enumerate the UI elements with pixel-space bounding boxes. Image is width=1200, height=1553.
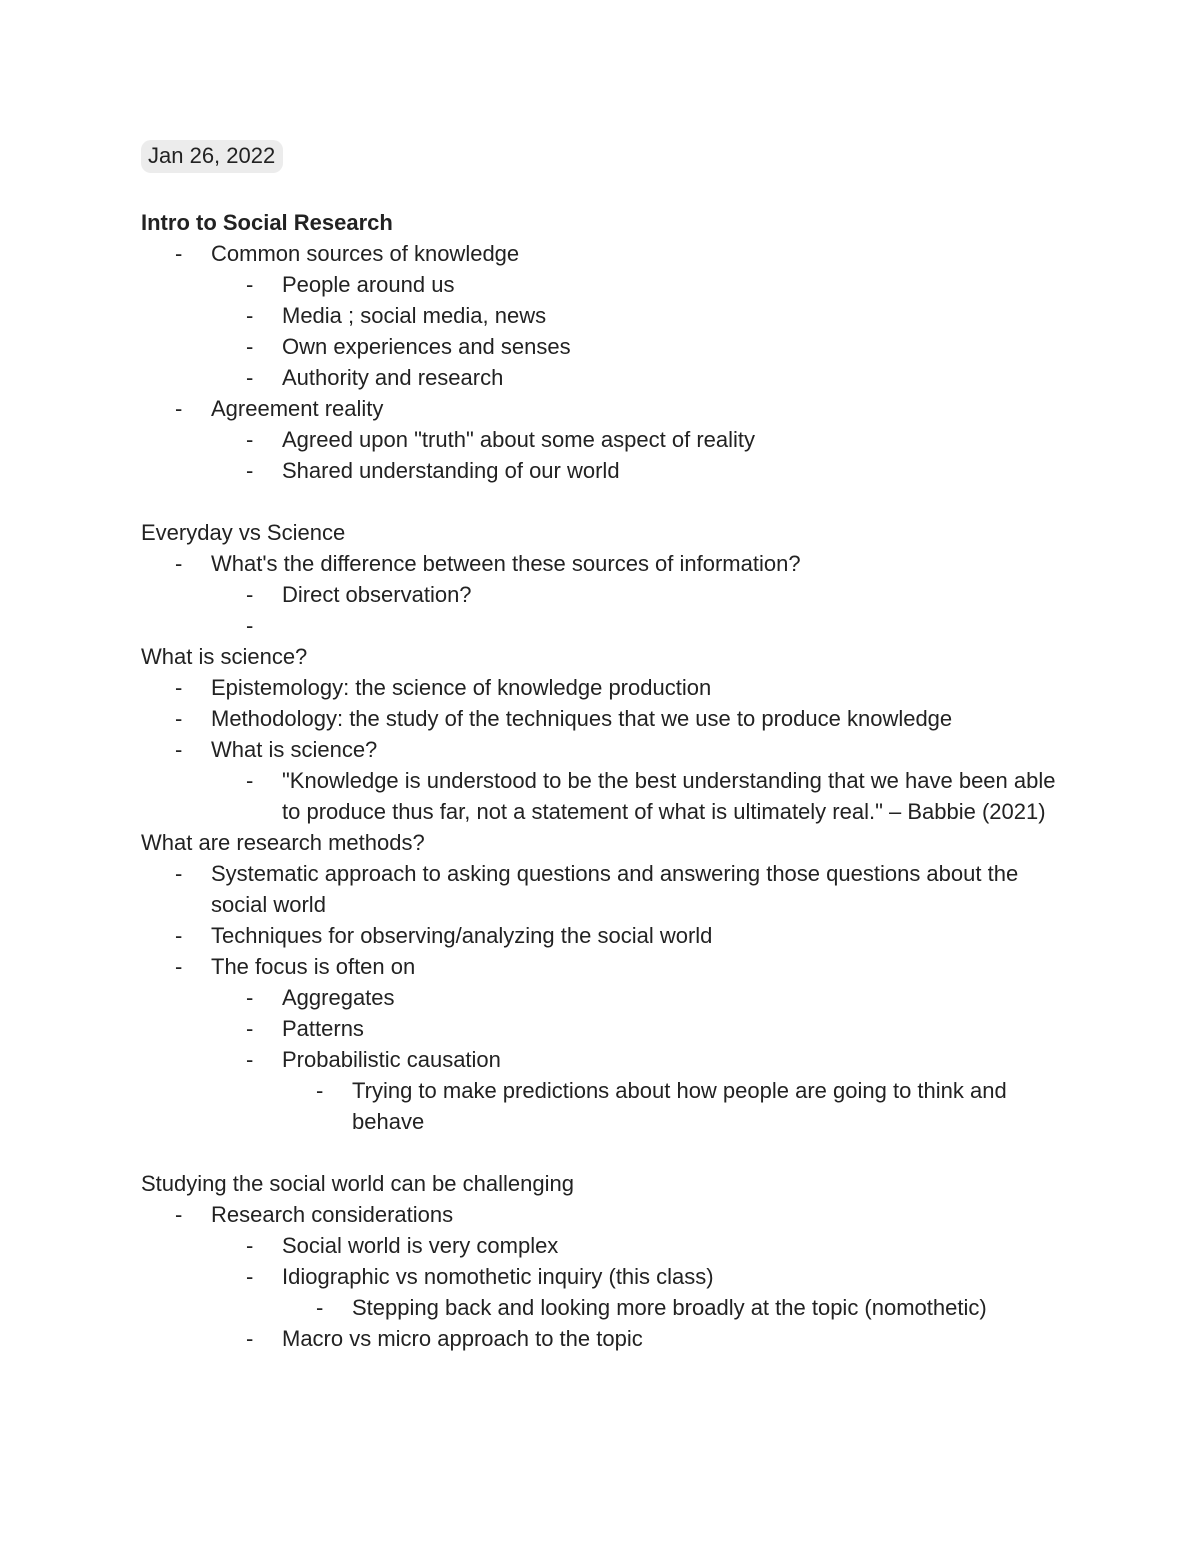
science-list <box>141 672 1081 827</box>
blank-line <box>141 486 1081 517</box>
list-item-text: Authority and research <box>282 365 504 390</box>
list-item-text: What is science? <box>211 737 378 762</box>
list-item <box>141 1230 1081 1261</box>
list-item-text: Research considerations <box>211 1202 454 1227</box>
list-item-text: Agreed upon "truth" about some aspect of reality <box>282 427 756 452</box>
list-item-text: Social world is very complex <box>282 1233 559 1258</box>
bullet-dash: - <box>246 1264 254 1289</box>
list-item-text: Techniques for observing/analyzing the social world <box>211 923 713 948</box>
list-item-text: Media ; social media, news <box>282 303 547 328</box>
bullet-dash: - <box>316 1078 324 1103</box>
list-item <box>141 548 1081 579</box>
nested-list-container <box>141 765 1081 827</box>
bullet-dash: - <box>175 1202 183 1227</box>
sublist <box>141 1075 1081 1137</box>
bullet-dash: - <box>175 706 183 731</box>
sublist <box>141 1230 1081 1354</box>
list-item-text: People around us <box>282 272 455 297</box>
list-item-text: Direct observation? <box>282 582 472 607</box>
list-item-text: Own experiences and senses <box>282 334 571 359</box>
list-item <box>141 765 1062 827</box>
bullet-dash: - <box>246 458 254 483</box>
section-heading: Studying the social world can be challenging <box>141 1171 574 1196</box>
quote-text: "Knowledge is understood to be the best understanding that we have been able to produce thus far, not a statement of what is ultimately real." – Babbie (2021) <box>282 768 1056 824</box>
document-page <box>141 140 1081 1354</box>
bullet-dash: - <box>246 272 254 297</box>
bullet-dash: - <box>246 1233 254 1258</box>
bullet-dash: - <box>175 396 183 421</box>
bullet-dash: - <box>175 675 183 700</box>
date-chip[interactable]: Jan 26, 2022 <box>141 140 283 173</box>
bullet-dash: - <box>246 985 254 1010</box>
nested-list-container <box>141 269 1081 393</box>
bullet-dash: - <box>246 613 254 638</box>
bullet-dash: - <box>175 241 183 266</box>
list-item-text: Macro vs micro approach to the topic <box>282 1326 643 1351</box>
list-item <box>141 1261 1081 1292</box>
list-item-text: Methodology: the study of the techniques that we use to produce knowledge <box>211 706 953 731</box>
list-item <box>141 331 1081 362</box>
bullet-dash: - <box>175 954 183 979</box>
bullet-dash: - <box>175 737 183 762</box>
list-item-text: Stepping back and looking more broadly at the topic (nomothetic) <box>352 1295 987 1320</box>
bullet-dash: - <box>175 551 183 576</box>
page-title: Intro to Social Research <box>141 210 393 235</box>
sublist <box>141 424 1081 486</box>
list-item-text: Patterns <box>282 1016 364 1041</box>
list-item-text: Aggregates <box>282 985 395 1010</box>
list-item-text: The focus is often on <box>211 954 416 979</box>
list-item <box>141 1292 1081 1323</box>
list-item-text: Trying to make predictions about how people are going to think and behave <box>352 1078 1007 1134</box>
bullet-dash: - <box>246 1326 254 1351</box>
list-item-text: What's the difference between these sources of information? <box>211 551 801 576</box>
list-item <box>141 858 1071 920</box>
list-item <box>141 610 1081 641</box>
bullet-dash: - <box>246 1047 254 1072</box>
list-item-text: Shared understanding of our world <box>282 458 620 483</box>
list-item-text: Epistemology: the science of knowledge production <box>211 675 712 700</box>
list-item <box>141 300 1081 331</box>
list-item <box>141 393 1081 424</box>
list-item <box>141 951 1081 982</box>
list-item-text: Agreement reality <box>211 396 384 421</box>
nested-list-container <box>141 424 1081 486</box>
list-item-text: Common sources of knowledge <box>211 241 520 266</box>
sublist <box>141 579 1081 641</box>
list-item <box>141 703 1081 734</box>
list-item-text: Systematic approach to asking questions and answering those questions about the social world <box>211 861 1019 917</box>
list-item <box>141 1044 1081 1075</box>
bullet-dash: - <box>175 861 183 886</box>
bullet-dash: - <box>246 1016 254 1041</box>
blank-line <box>141 1137 1081 1168</box>
list-item <box>141 238 1081 269</box>
methods-list <box>141 858 1081 1137</box>
bullet-dash: - <box>246 768 254 793</box>
nested-list-container <box>141 1075 1081 1137</box>
nested-list-container <box>141 1230 1081 1354</box>
bullet-dash: - <box>175 923 183 948</box>
sublist <box>141 1292 1081 1323</box>
list-item <box>141 982 1081 1013</box>
list-item <box>141 362 1081 393</box>
list-item-text: Idiographic vs nomothetic inquiry (this class) <box>282 1264 714 1289</box>
list-item <box>141 455 1081 486</box>
sublist <box>141 765 1081 827</box>
section-heading: What are research methods? <box>141 830 425 855</box>
list-item <box>141 1323 1081 1354</box>
list-item <box>141 1075 1072 1137</box>
nested-list-container <box>141 982 1081 1137</box>
nested-list-container <box>141 1292 1081 1323</box>
list-item <box>141 1199 1081 1230</box>
list-item <box>141 579 1081 610</box>
bullet-dash: - <box>246 365 254 390</box>
section-heading: What is science? <box>141 644 308 669</box>
bullet-dash: - <box>316 1295 324 1320</box>
sublist <box>141 982 1081 1137</box>
intro-list <box>141 238 1081 486</box>
bullet-dash: - <box>246 334 254 359</box>
bullet-dash: - <box>246 582 254 607</box>
list-item <box>141 424 1081 455</box>
bullet-dash: - <box>246 303 254 328</box>
list-item <box>141 269 1081 300</box>
nested-list-container <box>141 579 1081 641</box>
challenges-list <box>141 1199 1081 1354</box>
everyday-list <box>141 548 1081 641</box>
section-heading: Everyday vs Science <box>141 520 346 545</box>
list-item <box>141 920 1081 951</box>
list-item <box>141 672 1081 703</box>
bullet-dash: - <box>246 427 254 452</box>
list-item <box>141 734 1081 765</box>
list-item-text: Probabilistic causation <box>282 1047 501 1072</box>
list-item <box>141 1013 1081 1044</box>
sublist <box>141 269 1081 393</box>
